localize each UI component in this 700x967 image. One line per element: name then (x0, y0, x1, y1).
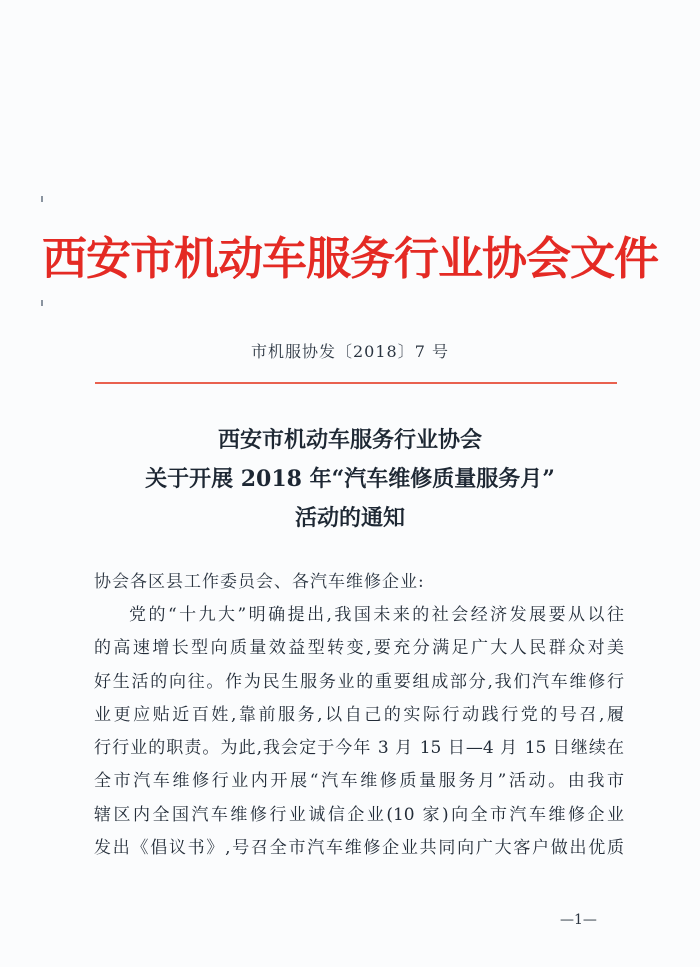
body-line: 发出《倡议书》,号召全市汽车维修企业共同向广大客户做出优质 (94, 838, 624, 859)
document-number: 市机服协发〔2018〕7 号 (251, 342, 449, 361)
notice-title-line: 活动的通知 (294, 505, 405, 531)
notice-title (0, 421, 700, 538)
body-line: 全市汽车维修行业内开展“汽车维修质量服务月”活动。由我市 (94, 771, 624, 792)
binding-mark (41, 196, 43, 202)
body-line: 业更应贴近百姓,靠前服务,以自己的实际行动践行党的号召,履 (94, 704, 624, 725)
body-paragraph (94, 599, 624, 865)
salutation: 协会各区县工作委员会、各汽车维修企业: (94, 572, 425, 592)
body-line: 行行业的职责。为此,我会定于今年 3 月 15 日—4 月 15 日继续在 (94, 738, 624, 759)
notice-title-line: 关于开展 2018 年“汽车维修质量服务月” (145, 466, 555, 492)
org-header-title: 西安市机动车服务行业协会文件 (41, 232, 658, 285)
notice-title-line: 西安市机动车服务行业协会 (217, 427, 482, 453)
red-divider-line (95, 382, 617, 384)
body-line: 党的“十九大”明确提出,我国未来的社会经济发展要从以往 (129, 605, 624, 625)
page-number: —1— (560, 912, 597, 928)
body-line: 的高速增长型向质量效益型转变,要充分满足广大人民群众对美 (94, 638, 624, 659)
body-line: 辖区内全国汽车维修行业诚信企业(10 家)向全市汽车维修企业 (94, 804, 624, 825)
body-line: 好生活的向往。作为民生服务业的重要组成部分,我们汽车维修行 (94, 671, 624, 692)
binding-mark (41, 300, 43, 306)
